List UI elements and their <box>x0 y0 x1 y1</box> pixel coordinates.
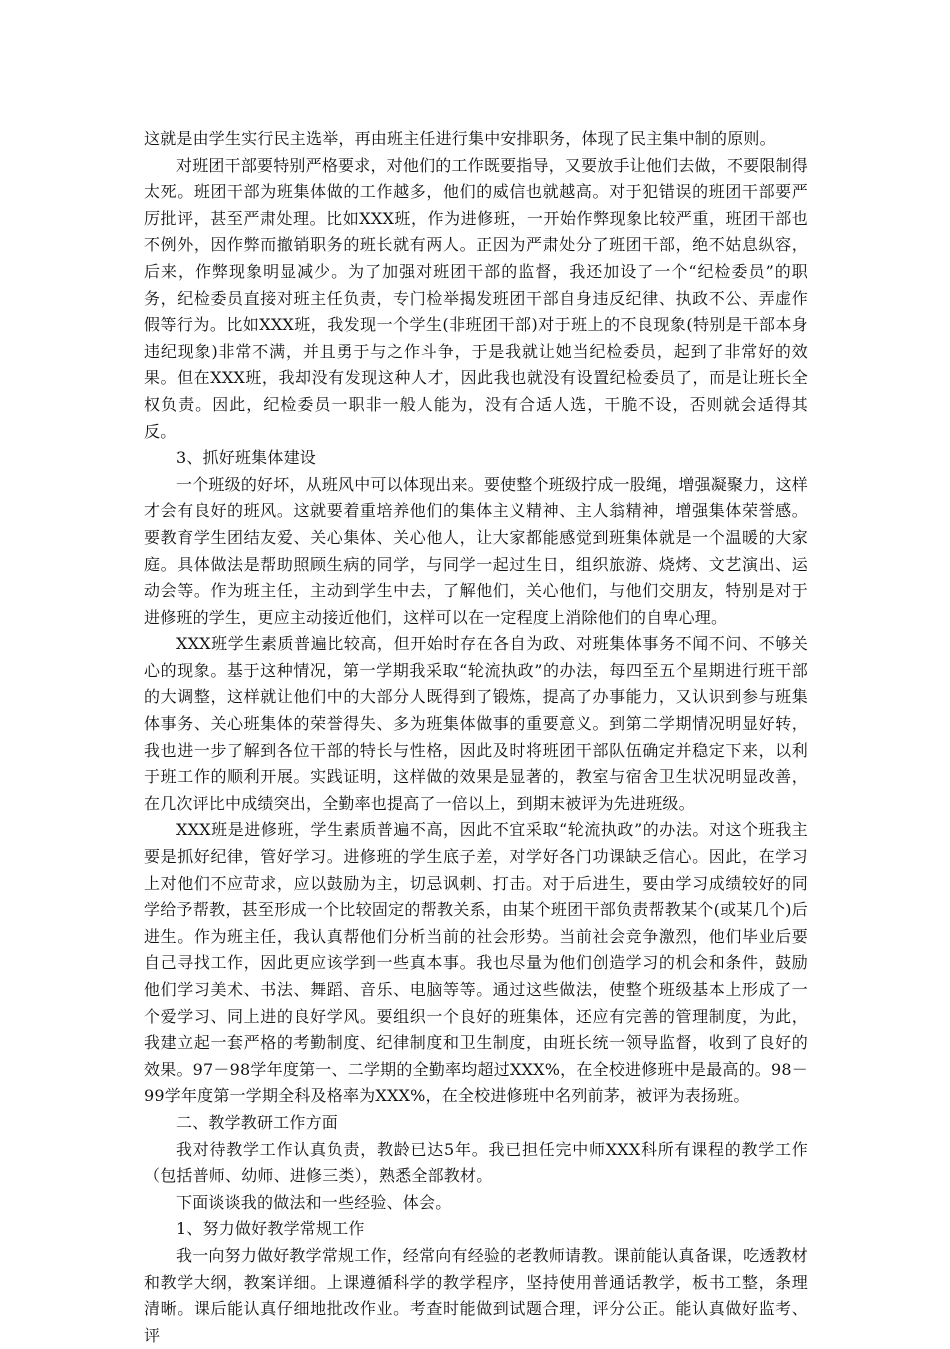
section-heading-teaching-research: 二、教学教研工作方面 <box>176 1112 339 1132</box>
paragraph-rotating-leadership: XXX班学生素质普遍比较高，但开始时存在各自为政、对班集体事务不闻不问、不够关心的现象。基于这种情况，第一学期我采取“轮流执政”的办法，每四至五个星期进行班干部的大调整，这样就让他们中的大部分人既得到了锻炼，提高了办事能力，又认识到参与班集体事务、关心班集体的荣誉得失、多为班集体做事的重要意义。到第二学期情况明显好转，我也进一步了解到各位干部的特长与性格，因此及时将班团干部队伍确定并稳定下来，以利于班工作的顺利开展。实践证明，这样做的效果是显著的，教室与宿舍卫生状况明显改善，在几次评比中成绩突出，全勤率也提高了一倍以上，到期末被评为先进班级。 <box>144 634 808 813</box>
document-page <box>144 126 808 1349</box>
paragraph-experience-intro: 下面谈谈我的做法和一些经验、体会。 <box>176 1192 452 1212</box>
paragraph-advanced-class: XXX班是进修班，学生素质普遍不高，因此不宜采取“轮流执政”的办法。对这个班我主要是抓好纪律，管好学习。进修班的学生底子差，对学好各门功课缺乏信心。因此，在学习上对他们不应苛求，应以鼓励为主，切忌讽刺、打击。对于后进生，要由学习成绩较好的同学给予帮教，甚至形成一个比较固定的帮教关系，由某个班团干部负责帮教某个(或某几个)后进生。作为班主任，我认真帮他们分析当前的社会形势。当前社会竞争激烈，他们毕业后要自己寻找工作，因此更应该学到一些真本事。我也尽量为他们创造学习的机会和条件，鼓励他们学习美术、书法、舞蹈、音乐、电脑等等。通过这些做法，使整个班级基本上形成了一个爱学习、同上进的良好学风。要组织一个良好的班集体，还应有完善的管理制度，为此，我建立起一套严格的考勤制度、纪律制度和卫生制度，由班长统一领导监督，收到了良好的效果。97－98学年度第一、二学期的全勤率均超过XXX%，在全校进修班中是最高的。98－99学年度第一学期全科及格率为XXX%，在全校进修班中名列前茅，被评为表扬班。 <box>144 820 808 1106</box>
paragraph-class-spirit: 一个班级的好坏，从班风中可以体现出来。要使整个班级拧成一股绳，增强凝聚力，这样才会有良好的班风。这就要着重培养他们的集体主义精神、主人翁精神，增强集体荣誉感。要教育学生团结友爱、关心集体、关心他人，让大家都能感觉到班集体就是一个温暖的大家庭。具体做法是帮助照顾生病的同学，与同学一起过生日，组织旅游、烧烤、文艺演出、运动会等。作为班主任，主动到学生中去，了解他们，关心他们，与他们交朋友，特别是对于进修班的学生，更应主动接近他们，这样可以在一定程度上消除他们的自卑心理。 <box>144 474 808 627</box>
section-heading-class-building: 3、抓好班集体建设 <box>176 448 316 468</box>
paragraph-class-cadre-requirements: 对班团干部要特别严格要求，对他们的工作既要指导，又要放手让他们去做，不要限制得太死。班团干部为班集体做的工作越多，他们的威信也就越高。对于犯错误的班团干部要严厉批评，甚至严肃处理。比如XXX班，作为进修班，一开始作弊现象比较严重，班团干部也不例外，因作弊而撤销职务的班长就有两人。正因为严肃处分了班团干部，绝不姑息纵容，后来，作弊现象明显减少。为了加强对班团干部的监督，我还加设了一个“纪检委员”的职务，纪检委员直接对班主任负责，专门检举揭发班团干部自身违反纪律、执政不公、弄虚作假等行为。比如XXX班，我发现一个学生(非班团干部)对于班上的不良现象(特别是干部本身违纪现象)非常不满，并且勇于与之作斗争，于是我就让她当纪检委员，起到了非常好的效果。但在XXX班，我却没有发现这种人才，因此我也就没有设置纪检委员了，而是让班长全权负责。因此，纪检委员一职非一般人能为，没有合适人选，干脆不设，否则就会适得其反。 <box>144 155 808 441</box>
paragraph-teaching-attitude: 我对待教学工作认真负责，教龄已达5年。我已担任完中师XXX科所有课程的教学工作（包括普师、幼师、进修三类），熟悉全部教材。 <box>144 1139 808 1186</box>
section-heading-teaching-routine: 1、努力做好教学常规工作 <box>176 1219 365 1239</box>
paragraph-continuation: 这就是由学生实行民主选举，再由班主任进行集中安排职务，体现了民主集中制的原则。 <box>144 129 776 148</box>
paragraph-teaching-routine: 我一向努力做好教学常规工作，经常向有经验的老教师请教。课前能认真备课，吃透教材和教学大纲，教案详细。上课遵循科学的教学程序，坚持使用普通话教学，板书工整，条理清晰。课后能认真仔细地批改作业。考查时能做到试题合理，评分公正。能认真做好监考、评 <box>144 1245 808 1345</box>
